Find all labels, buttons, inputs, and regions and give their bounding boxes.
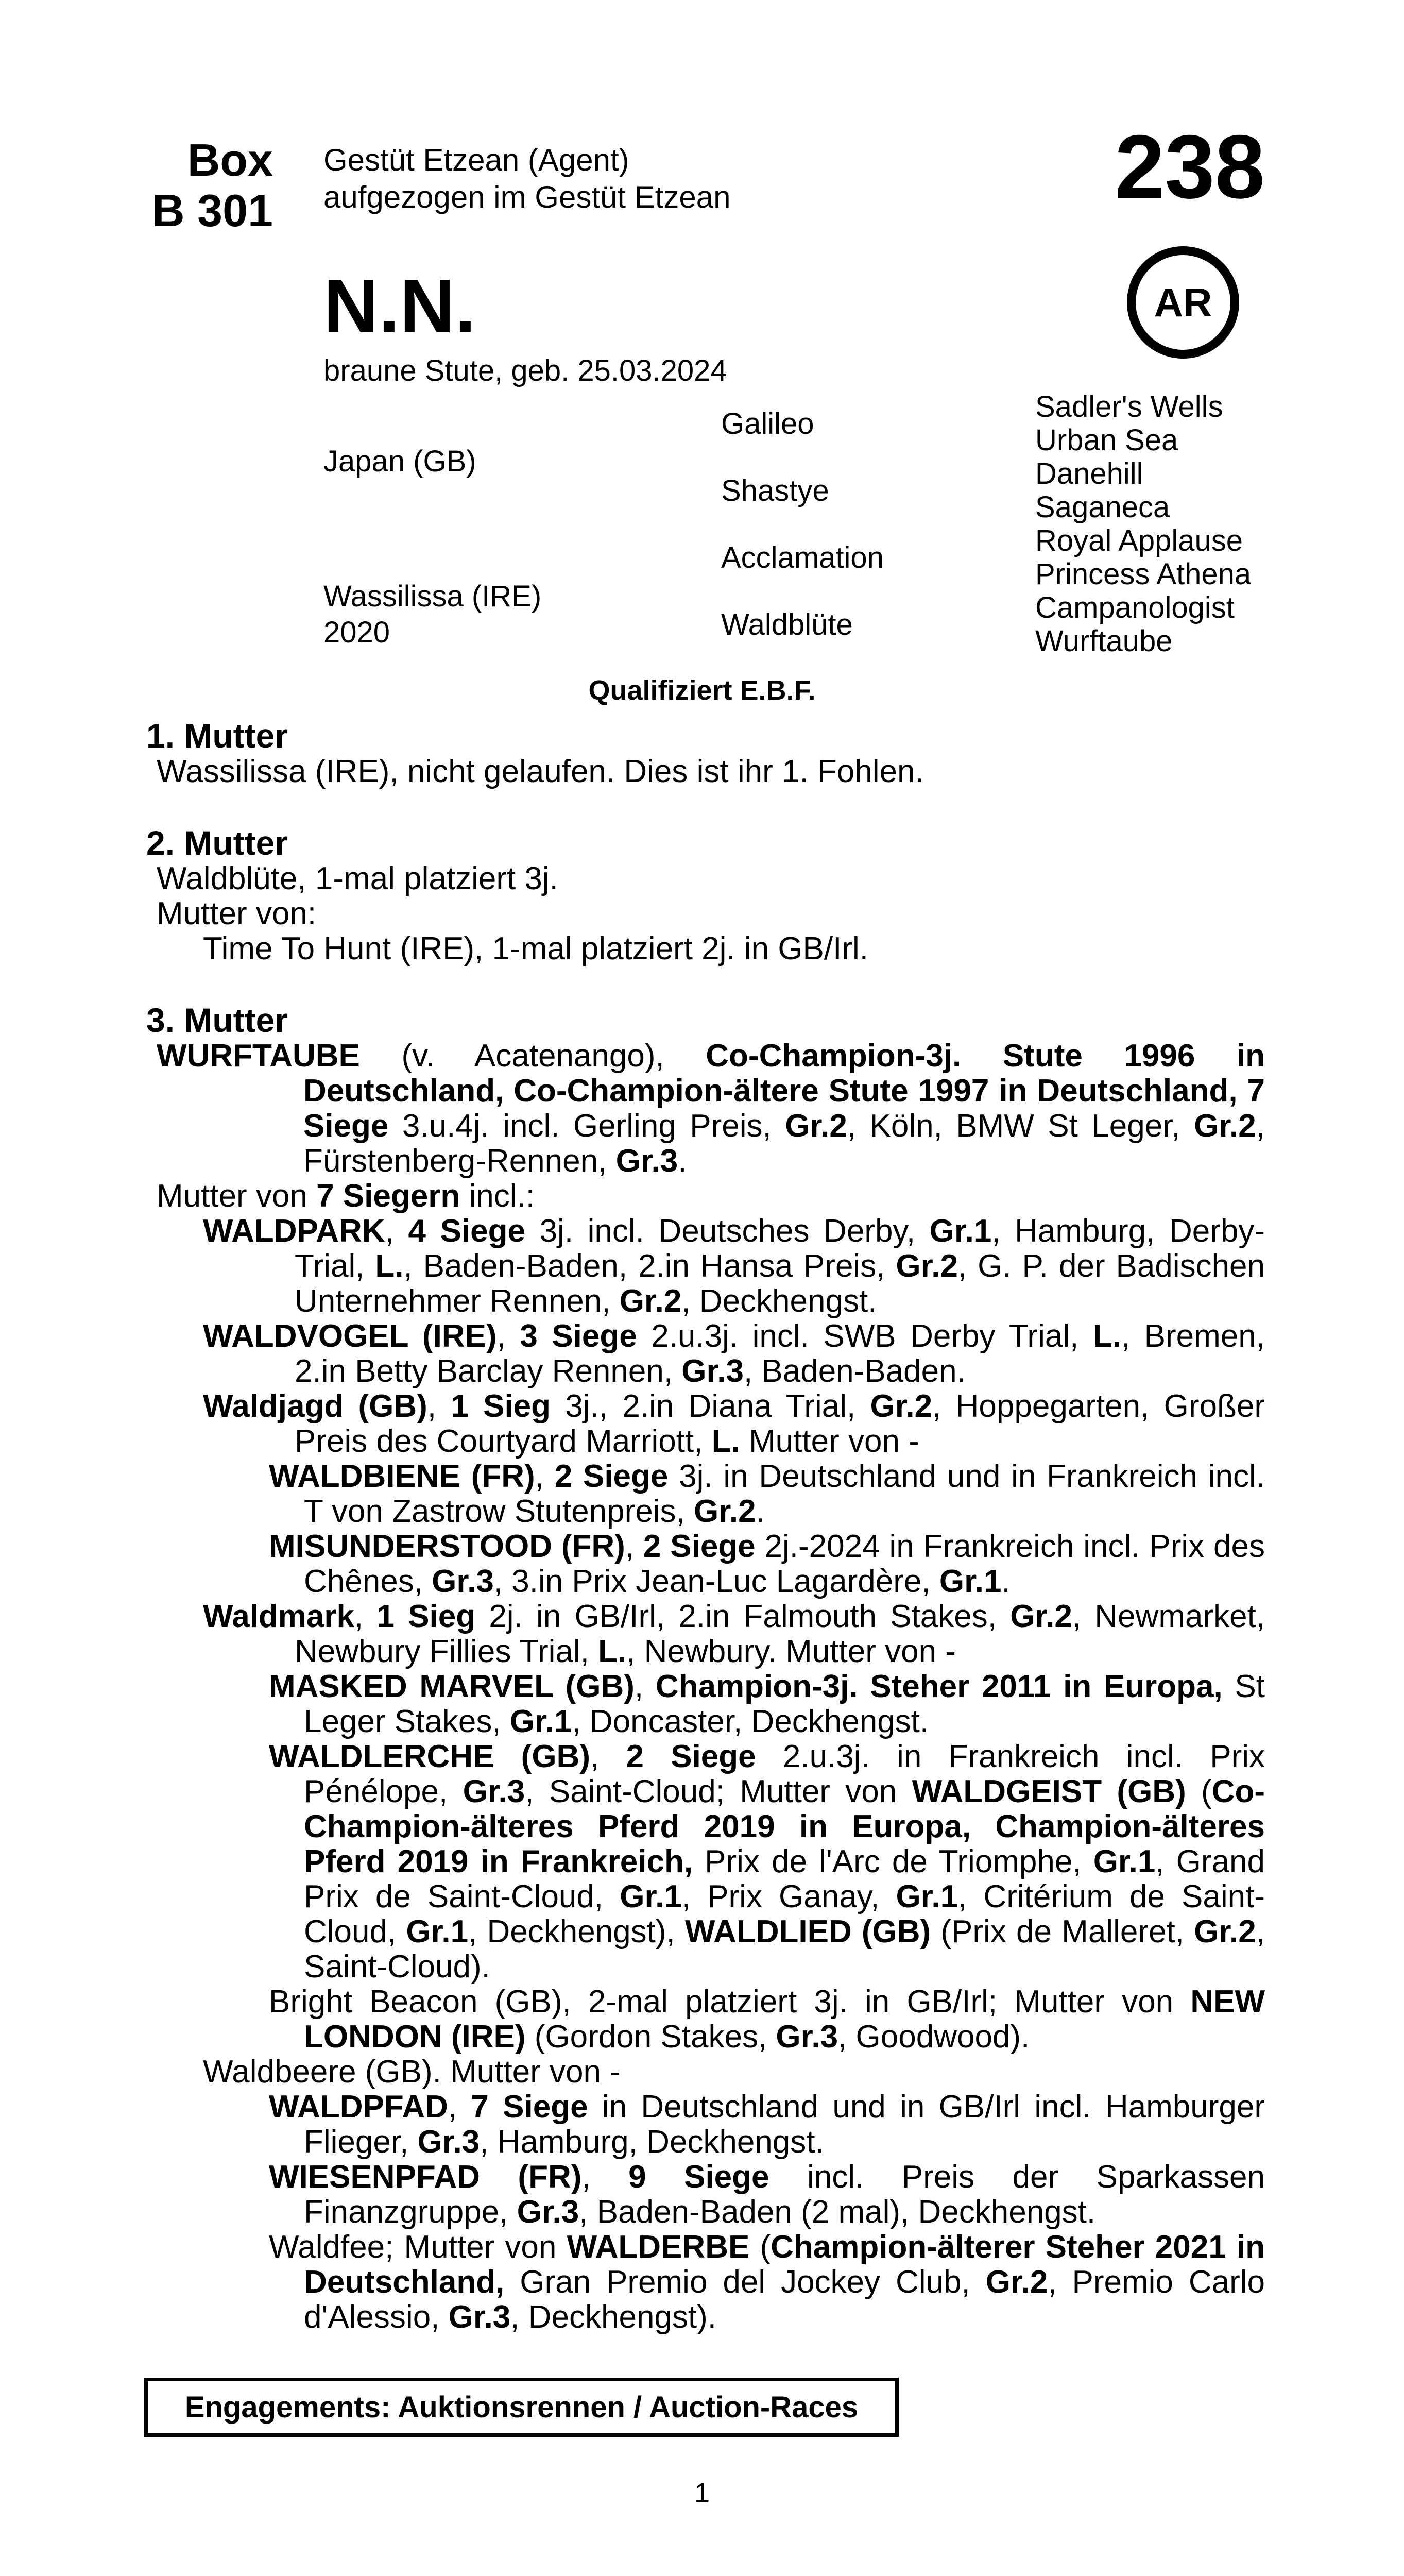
entry-bright-beacon: Bright Beacon (GB), 2-mal platziert 3j. in GB/Irl; Mutter von NEW LONDON (IRE) (Gordon Stakes, Gr.3, Goodwood). — [269, 1984, 1265, 2055]
horse-name-misunderstood: MISUNDERSTOOD (FR) — [269, 1529, 625, 1564]
entry-wiesenpfad: WIESENPFAD (FR), 9 Siege incl. Preis der Sparkassen Finanzgruppe, Gr.3, Baden-Baden (2 mal), Deckhengst. — [269, 2159, 1265, 2230]
horse-name-waldfee: Waldfee; Mutter von — [269, 2229, 567, 2265]
entry-waldpfad: WALDPFAD, 7 Siege in Deutschland und in GB/Irl incl. Hamburger Flieger, Gr.3, Hamburg, Deckhengst. — [269, 2089, 1265, 2160]
entry-waldbeere: Waldbeere (GB). Mutter von - — [203, 2054, 621, 2090]
raised-at: aufgezogen im Gestüt Etzean — [323, 180, 731, 214]
pedigree-ggp: Saganeca — [1035, 490, 1170, 524]
horse-name-waldlerche: WALDLERCHE (GB) — [269, 1739, 590, 1774]
horse-name-waldgeist: WALDGEIST (GB) — [912, 1774, 1186, 1809]
entry-misunderstood: MISUNDERSTOOD (FR), 2 Siege 2j.-2024 in Frankreich incl. Prix des Chênes, Gr.3, 3.in Prix Jean-Luc Lagardère, Gr.1. — [269, 1529, 1265, 1599]
horse-name-masked-marvel: MASKED MARVEL (GB) — [269, 1669, 635, 1704]
horse-description: braune Stute, geb. 25.03.2024 — [323, 354, 727, 387]
lot-number: 238 — [1115, 117, 1265, 217]
box-label: Box — [187, 134, 273, 185]
pedigree-grandsire: Galileo — [721, 407, 814, 440]
second-dam-produce: Time To Hunt (IRE), 1-mal platziert 2j. in GB/Irl. — [203, 931, 869, 967]
page-number: 1 — [694, 2478, 710, 2509]
entry-waldmark: Waldmark, 1 Sieg 2j. in GB/Irl, 2.in Falmouth Stakes, Gr.2, Newmarket, Newbury Fillies Trial, L., Newbury. Mutter von - — [203, 1599, 1265, 1669]
pedigree-ggp: Wurftaube — [1035, 624, 1173, 658]
produce-summary: Mutter von 7 Siegern incl.: — [157, 1178, 535, 1214]
first-dam-text: Wassilissa (IRE), nicht gelaufen. Dies ist ihr 1. Fohlen. — [157, 754, 924, 789]
pedigree-ggp: Royal Applause — [1035, 524, 1243, 557]
box-code: B 301 — [152, 185, 273, 236]
entry-wurftaube: WURFTAUBE (v. Acatenango), Co-Champion-3j. Stute 1996 in Deutschland, Co-Champion-ältere Stute 1997 in Deutschland, 7 Siege 3.u.4j. incl. Gerling Preis, Gr.2, Köln, BMW St Leger, Gr.2, Fürstenberg-Rennen, Gr.3. — [157, 1038, 1265, 1179]
consignor — [323, 142, 731, 216]
engagements-label: Engagements: Auktionsrennen / Auction-Races — [184, 2391, 859, 2424]
pedigree-dam-sire: Acclamation — [721, 541, 884, 574]
pedigree-dam: Wassilissa (IRE) — [323, 580, 542, 613]
first-dam-heading: 1. Mutter — [146, 717, 288, 755]
pedigree-granddam: Shastye — [721, 474, 829, 507]
entry-waldpark: WALDPARK, 4 Siege 3j. incl. Deutsches Derby, Gr.1, Hamburg, Derby-Trial, L., Baden-Baden, 2.in Hansa Preis, Gr.2, G. P. der Badischen Unternehmer Rennen, Gr.2, Deckhengst. — [203, 1213, 1265, 1319]
qualification: Qualifiziert E.B.F. — [588, 675, 816, 706]
engagements-box — [144, 2378, 899, 2437]
entry-masked-marvel: MASKED MARVEL (GB), Champion-3j. Steher 2011 in Europa, St Leger Stakes, Gr.1, Doncaster, Deckhengst. — [269, 1669, 1265, 1739]
second-dam-text: Waldblüte, 1-mal platziert 3j. — [157, 861, 558, 896]
entry-waldbiene: WALDBIENE (FR), 2 Siege 3j. in Deutschland und in Frankreich incl. T von Zastrow Stutenpreis, Gr.2. — [269, 1459, 1265, 1529]
horse-name-waldlied: WALDLIED (GB) — [684, 1914, 931, 1950]
second-dam-heading: 2. Mutter — [146, 824, 288, 862]
horse-name-waldjagd: Waldjagd (GB) — [203, 1388, 427, 1424]
entry-waldvogel: WALDVOGEL (IRE), 3 Siege 2.u.3j. incl. SWB Derby Trial, L., Bremen, 2.in Betty Barclay Rennen, Gr.3, Baden-Baden. — [203, 1318, 1265, 1389]
pedigree-ggp: Urban Sea — [1035, 423, 1178, 457]
entry-waldlerche: WALDLERCHE (GB), 2 Siege 2.u.3j. in Frankreich incl. Prix Pénélope, Gr.3, Saint-Cloud; Mutter von WALDGEIST (GB) (Co-Champion-älteres Pferd 2019 in Europa, Champion-älteres Pferd 2019 in Frankreich, Prix de l'Arc de Triomphe, Gr.1, Grand Prix de Saint-Cloud, Gr.1, Prix Ganay, Gr.1, Critérium de Saint-Cloud, Gr.1, Deckhengst), WALDLIED (GB) (Prix de Malleret, Gr.2, Saint-Cloud). — [269, 1739, 1265, 1985]
pedigree-ggp: Princess Athena — [1035, 557, 1252, 591]
entry-waldjagd: Waldjagd (GB), 1 Sieg 3j., 2.in Diana Trial, Gr.2, Hoppegarten, Großer Preis des Courtyard Marriott, L. Mutter von - — [203, 1388, 1265, 1459]
horse-name-waldvogel: WALDVOGEL (IRE) — [203, 1318, 497, 1354]
second-dam-produce-label: Mutter von: — [157, 896, 317, 931]
pedigree-dam-dam: Waldblüte — [721, 608, 853, 641]
ar-badge-label: AR — [1154, 279, 1212, 325]
horse-name-waldpfad: WALDPFAD — [269, 2089, 448, 2125]
agent-name: Gestüt Etzean (Agent) — [323, 143, 629, 177]
pedigree-ggp: Sadler's Wells — [1035, 390, 1223, 423]
third-dam-heading: 3. Mutter — [146, 1001, 288, 1039]
pedigree-sire: Japan (GB) — [323, 445, 476, 478]
pedigree-great-grandparents — [1035, 390, 1251, 658]
horse-name-waldbiene: WALDBIENE (FR) — [269, 1459, 535, 1494]
pedigree-ggp: Campanologist — [1035, 591, 1235, 624]
family-section — [146, 717, 1265, 2335]
horse-name-wurftaube: WURFTAUBE — [157, 1038, 360, 1074]
horse-name-bright-beacon: Bright Beacon (GB), 2-mal platziert 3j. in GB/Irl; Mutter von — [269, 1984, 1191, 2020]
entry-waldfee: Waldfee; Mutter von WALDERBE (Champion-älterer Steher 2021 in Deutschland, Gran Premio del Jockey Club, Gr.2, Premio Carlo d'Alessio, Gr.3, Deckhengst). — [269, 2229, 1265, 2335]
pedigree-dam-year: 2020 — [323, 616, 390, 649]
pedigree-ggp: Danehill — [1035, 457, 1143, 490]
horse-name-waldmark: Waldmark — [203, 1599, 355, 1634]
horse-name: N.N. — [323, 264, 476, 349]
horse-name-new-london: NEW LONDON (IRE) — [304, 1984, 1265, 2055]
box-number — [103, 135, 273, 236]
ar-badge-icon — [1127, 246, 1239, 359]
horse-name-wiesenpfad: WIESENPFAD (FR) — [269, 2159, 582, 2195]
horse-name-waldpark: WALDPARK — [203, 1213, 385, 1249]
horse-name-walderbe: WALDERBE — [567, 2229, 750, 2265]
